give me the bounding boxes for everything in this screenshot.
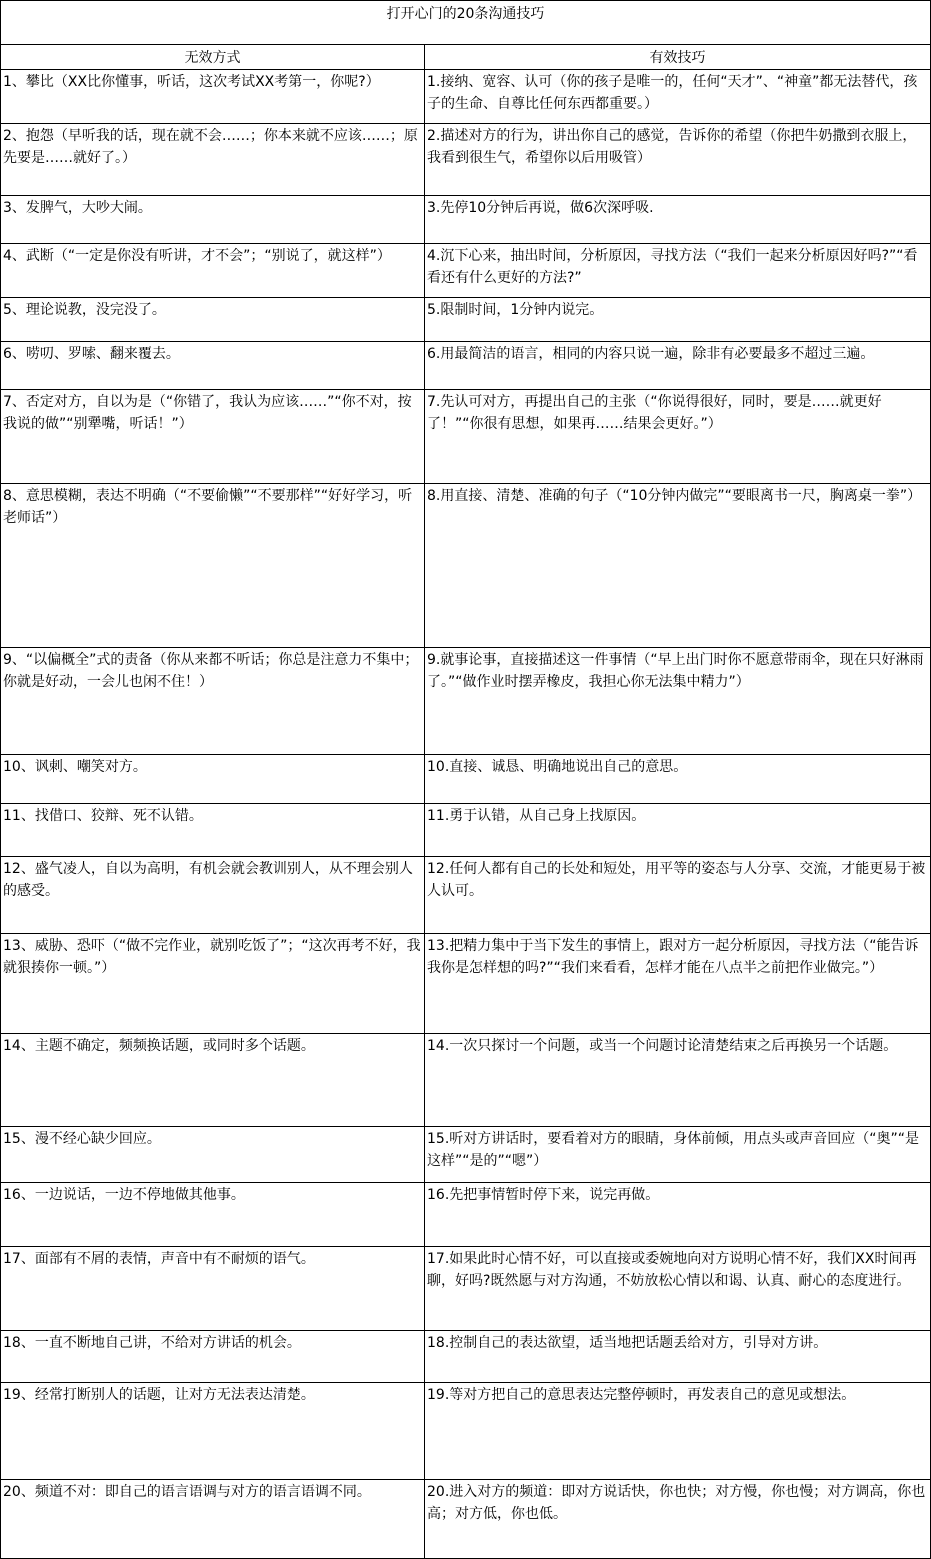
effective-cell: 10.直接、诚恳、明确地说出自己的意思。 — [424, 755, 930, 803]
ineffective-cell: 18、一直不断地自己讲，不给对方讲话的机会。 — [3, 1335, 301, 1351]
effective-cell: 19.等对方把自己的意思表达完整停顿时，再发表自己的意见或想法。 — [424, 1383, 930, 1479]
table-row — [1, 244, 930, 298]
effective-cell: 2.描述对方的行为，讲出你自己的感觉，告诉你的希望（你把牛奶撒到衣服上，我看到很生气，希望你以后用吸管） — [424, 124, 930, 195]
ineffective-cell: 9、“以偏概全”式的责备（你从来都不听话；你总是注意力不集中；你就是好动，一会儿也闲不住！） — [3, 652, 419, 690]
table-row — [1, 390, 930, 484]
ineffective-cell: 10、讽刺、嘲笑对方。 — [3, 759, 147, 775]
effective-cell: 17.如果此时心情不好，可以直接或委婉地向对方说明心情不好，我们XX时间再聊，好吗?既然愿与对方沟通，不妨放松心情以和谒、认真、耐心的态度进行。 — [424, 1247, 930, 1330]
ineffective-cell: 11、找借口、狡辩、死不认错。 — [3, 808, 203, 824]
table-row — [1, 857, 930, 934]
table-row — [1, 196, 930, 244]
ineffective-cell: 14、主题不确定，频频换话题，或同时多个话题。 — [3, 1038, 315, 1054]
table-row — [1, 934, 930, 1034]
ineffective-cell: 2、抱怨（早听我的话，现在就不会……；你本来就不应该……；原先要是……就好了。） — [3, 128, 418, 166]
effective-cell: 15.听对方讲话时，要看着对方的眼睛，身体前倾，用点头或声音回应（“奥”“是这样”“是的”“嗯”） — [424, 1127, 930, 1182]
table-row — [1, 1127, 930, 1183]
header-ineffective: 无效方式 — [1, 45, 424, 70]
effective-cell: 11.勇于认错，从自己身上找原因。 — [424, 804, 930, 856]
effective-cell: 4.沉下心来，抽出时间，分析原因，寻找方法（“我们一起来分析原因好吗?”“看看还有什么更好的方法?” — [424, 244, 930, 297]
table-row — [1, 1183, 930, 1247]
effective-cell: 18.控制自己的表达欲望，适当地把话题丢给对方，引导对方讲。 — [424, 1331, 930, 1382]
table-row — [1, 70, 930, 124]
table-row — [1, 342, 930, 390]
table-row — [1, 124, 930, 196]
ineffective-cell: 13、威胁、恐吓（“做不完作业，就别吃饭了”；“这次再考不好，我就狠揍你一顿。”） — [3, 938, 421, 976]
effective-cell: 6.用最简洁的语言，相同的内容只说一遍，除非有必要最多不超过三遍。 — [424, 342, 930, 389]
table-row — [1, 1383, 930, 1480]
table-title: 打开心门的20条沟通技巧 — [1, 1, 930, 45]
ineffective-cell: 20、频道不对：即自己的语言语调与对方的语言语调不同。 — [3, 1484, 371, 1500]
ineffective-cell: 5、理论说教，没完没了。 — [3, 302, 166, 318]
table-row — [1, 1480, 930, 1558]
table-row — [1, 804, 930, 857]
ineffective-cell: 1、攀比（XX比你懂事，听话，这次考试XX考第一，你呢?） — [3, 74, 380, 90]
ineffective-cell: 19、经常打断别人的话题，让对方无法表达清楚。 — [3, 1387, 315, 1403]
effective-cell: 5.限制时间，1分钟内说完。 — [424, 298, 930, 341]
effective-cell: 3.先停10分钟后再说，做6次深呼吸. — [424, 196, 930, 243]
ineffective-cell: 16、一边说话，一边不停地做其他事。 — [3, 1187, 245, 1203]
ineffective-cell: 3、发脾气，大吵大闹。 — [3, 200, 152, 216]
effective-cell: 14.一次只探讨一个问题，或当一个问题讨论清楚结束之后再换另一个话题。 — [424, 1034, 930, 1126]
effective-cell: 1.接纳、宽容、认可（你的孩子是唯一的，任何“天才”、“神童”都无法替代，孩子的生命、自尊比任何东西都重要。） — [424, 70, 930, 123]
header-effective: 有效技巧 — [424, 45, 930, 70]
ineffective-cell: 7、否定对方，自以为是（“你错了，我认为应该……”“你不对，按我说的做”“别犟嘴，听话！”） — [3, 394, 412, 432]
effective-cell: 12.任何人都有自己的长处和短处，用平等的姿态与人分享、交流，才能更易于被人认可。 — [424, 857, 930, 933]
effective-cell: 7.先认可对方，再提出自己的主张（“你说得很好，同时，要是……就更好了！”“你很有思想，如果再……结果会更好。”） — [424, 390, 930, 483]
effective-cell: 13.把精力集中于当下发生的事情上，跟对方一起分析原因，寻找方法（“能告诉我你是怎样想的吗?”“我们来看看，怎样才能在八点半之前把作业做完。”） — [424, 934, 930, 1033]
table-row — [1, 298, 930, 342]
effective-cell: 16.先把事情暂时停下来，说完再做。 — [424, 1183, 930, 1246]
table-row — [1, 484, 930, 648]
ineffective-cell: 12、盛气凌人，自以为高明，有机会就会教训别人，从不理会别人的感受。 — [3, 861, 413, 899]
ineffective-cell: 4、武断（“一定是你没有听讲，才不会”；“别说了，就这样”） — [3, 248, 391, 264]
ineffective-cell: 8、意思模糊，表达不明确（“不要偷懒”“不要那样”“好好学习，听老师话”） — [3, 488, 413, 526]
effective-cell: 9.就事论事，直接描述这一件事情（“早上出门时你不愿意带雨伞，现在只好淋雨了。”“做作业时摆弄橡皮，我担心你无法集中精力”） — [424, 648, 930, 754]
table-row — [1, 1331, 930, 1383]
table-row — [1, 648, 930, 755]
effective-cell: 20.进入对方的频道：即对方说话快，你也快；对方慢，你也慢；对方调高，你也高；对方低，你也低。 — [424, 1480, 930, 1558]
ineffective-cell: 17、面部有不屑的表情，声音中有不耐烦的语气。 — [3, 1251, 315, 1267]
table-row — [1, 755, 930, 804]
table-row — [1, 1247, 930, 1331]
ineffective-cell: 6、唠叨、罗嗦、翻来覆去。 — [3, 346, 180, 362]
table-row — [1, 1034, 930, 1127]
ineffective-cell: 15、漫不经心缺少回应。 — [3, 1131, 161, 1147]
effective-cell: 8.用直接、清楚、准确的句子（“10分钟内做完”“要眼离书一尺，胸离桌一拳”） — [424, 484, 930, 647]
